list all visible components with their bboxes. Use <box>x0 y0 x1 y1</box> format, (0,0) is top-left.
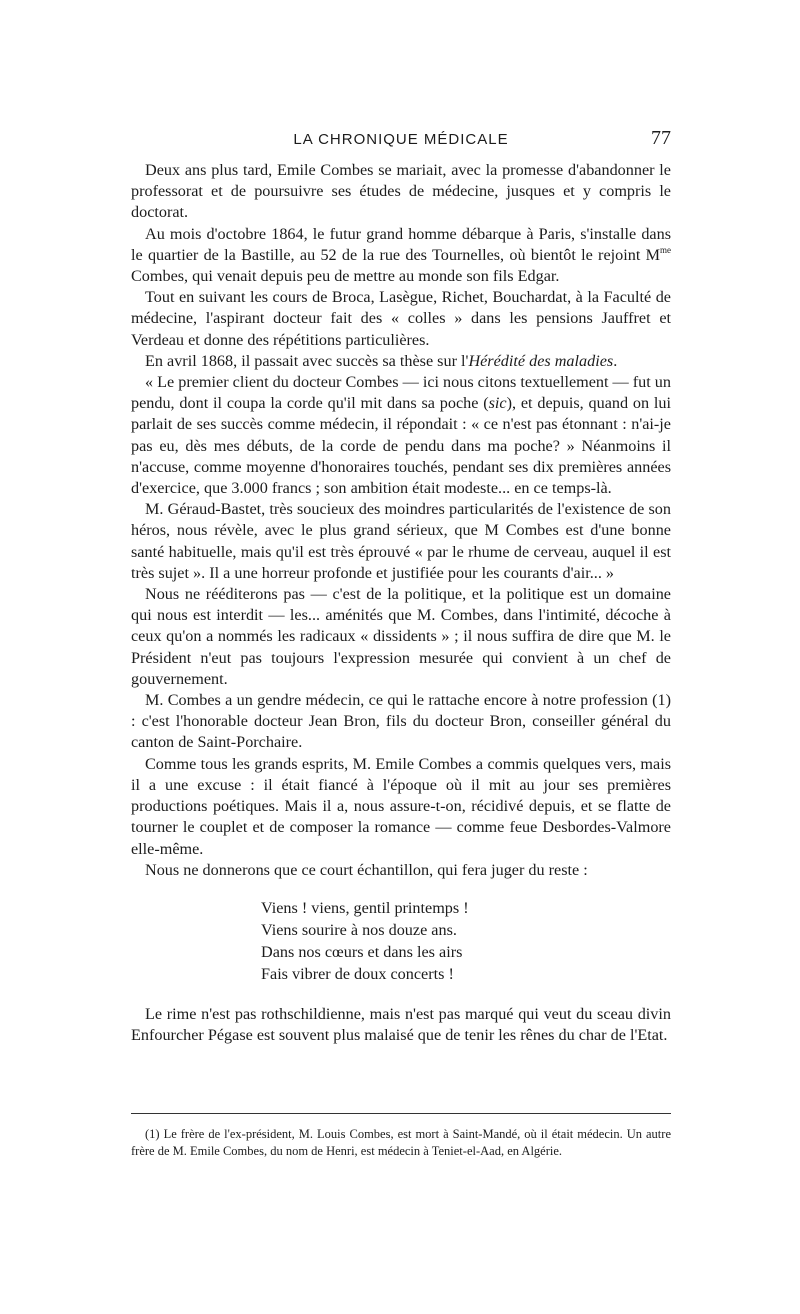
article-body <box>131 160 671 1046</box>
verse-line: Viens sourire à nos douze ans. <box>261 920 457 939</box>
verse-line: Fais vibrer de doux concerts ! <box>261 964 454 983</box>
paragraph: M. Géraud-Bastet, très soucieux des moindres particularités de l'existence de son héros, nous révèle, avec le plus grand sérieux, que M Combes est d'une bonne santé habituelle, mais qu'il est très éprouvé « par le rhume de cerveau, auquel il est très sujet ». Il a une horreur profonde et justifiée pour les courants d'air... » <box>131 500 671 582</box>
paragraph: Tout en suivant les cours de Broca, Lasègue, Richet, Bouchardat, à la Faculté de médecine, l'aspirant docteur fait des « colles » dans les pensions Jauffret et Verdeau et donne des répétitions particulières. <box>131 288 671 349</box>
page-number: 77 <box>651 127 671 149</box>
page-header <box>131 128 671 152</box>
paragraph: Deux ans plus tard, Emile Combes se mariait, avec la promesse d'abandonner le professorat et de poursuivre ses études de médecine, jusques et y compris le doctorat. <box>131 161 671 222</box>
verse-line: Viens ! viens, gentil printemps ! <box>261 898 469 917</box>
verse-line: Dans nos cœurs et dans les airs <box>261 942 463 961</box>
paragraph: Au mois d'octobre 1864, le futur grand homme débarque à Paris, s'installe dans le quartier de la Bastille, au 52 de la rue des Tournelles, où bientôt le rejoint $M^{me}$ Combes, qui venait depuis peu de mettre au monde son fils Edgar. <box>131 224 671 286</box>
poem-excerpt <box>261 897 671 985</box>
paragraph: Nous ne rééditerons pas — c'est de la politique, et la politique est un domaine qui nous est interdit — les... aménités que M. Combes, dans l'intimité, décoche à ceux qu'on a nommés les radicaux « dissidents » ; il nous suffira de dire que M. le Président n'eut pas toujours l'expression mesurée qui convient à un chef de gouvernement. <box>131 585 671 688</box>
footnote-divider <box>131 1113 671 1114</box>
paragraph: « Le premier client du docteur Combes — ici nous citons textuellement — fut un pendu, dont il coupa la corde qu'il mit dans sa poche (sic), et depuis, quand on lui parlait de ses succès comme médecin, il répondait : « ce n'est pas étonnant : n'ai-je pas eu, dès mes débuts, de la corde de pendu dans ma poche? » Néanmoins il n'accuse, comme moyenne d'honoraires touchés, pendant ses dix premières années d'exercice, que 3.000 francs ; son ambition était modeste... en ce temps-là. <box>131 373 672 498</box>
paragraph: Nous ne donnerons que ce court échantillon, qui fera juger du reste : <box>145 860 588 879</box>
paragraph: Comme tous les grands esprits, M. Emile Combes a commis quelques vers, mais il a une excuse : il était fiancé à l'époque où il mit au jour ses premières productions poétiques. Mais il a, nous assure-t-on, récidivé depuis, et se flatte de tourner le couplet et de composer la romance — comme feue Desbordes-Valmore elle-même. <box>131 754 671 858</box>
paragraph: En avril 1868, il passait avec succès sa thèse sur l'Hérédité des maladies. <box>145 351 618 370</box>
footnote: (1) Le frère de l'ex-président, M. Louis Combes, est mort à Saint-Mandé, où il était médecin. Un autre frère de M. Emile Combes, du nom de Henri, est médecin à Teniet-el-Aad, en Algérie. <box>131 1127 671 1158</box>
closing-paragraph: Le rime n'est pas rothschildienne, mais n'est pas marqué qui veut du sceau divin Enfourcher Pégase est souvent plus malaisé que de tenir les rênes du char de l'Etat. <box>131 1004 671 1045</box>
paragraph: M. Combes a un gendre médecin, ce qui le rattache encore à notre profession (1) : c'est l'honorable docteur Jean Bron, fils du docteur Bron, conseiller général du canton de Saint-Porchaire. <box>131 691 671 752</box>
running-title: LA CHRONIQUE MÉDICALE <box>293 131 509 148</box>
